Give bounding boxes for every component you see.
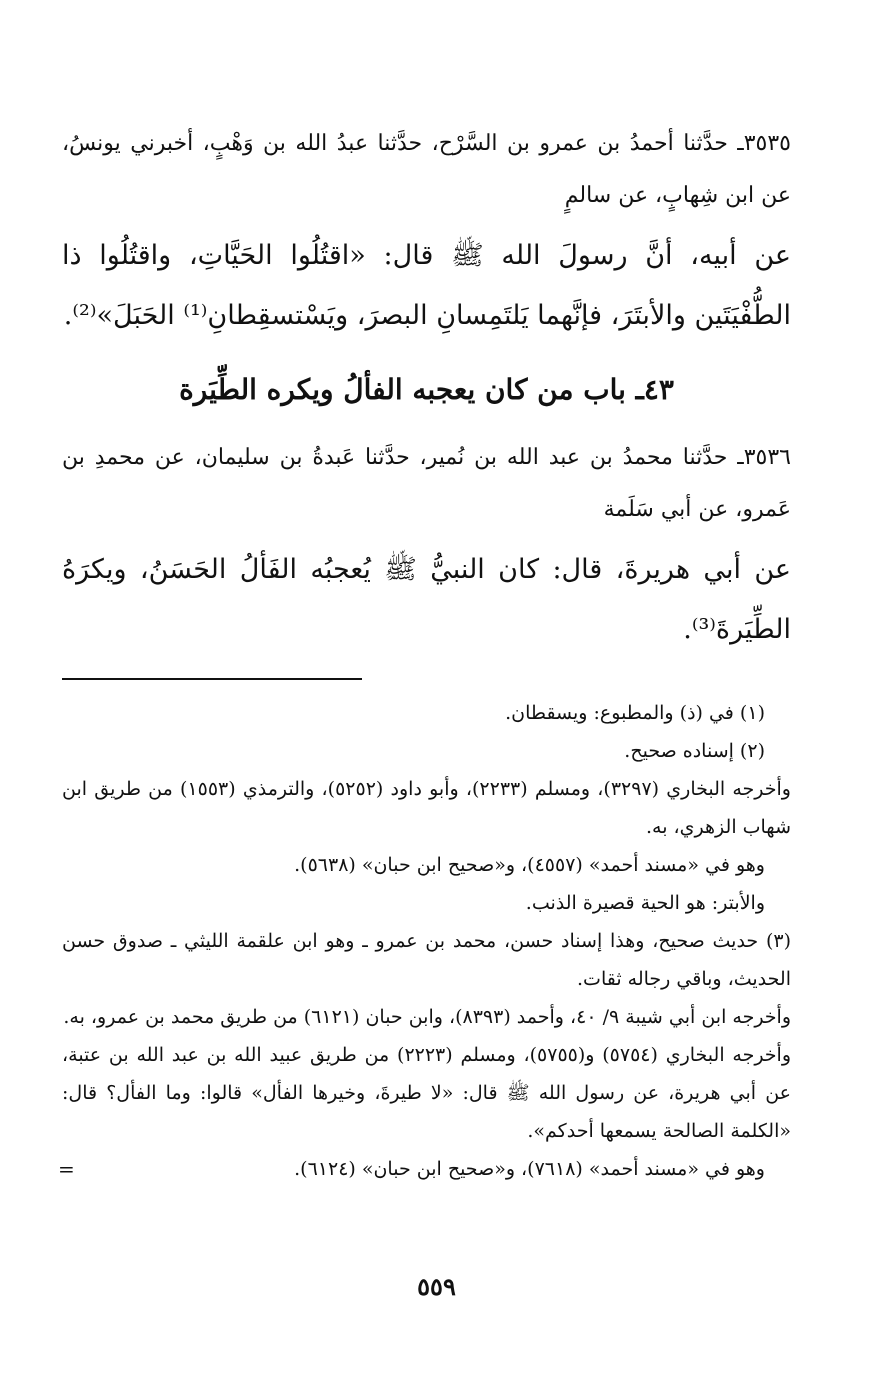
hadith-3535-matn: عن أبيه، أنَّ رسولَ الله ﷺ قال: «اقتُلُوا الحَيَّاتِ، واقتُلُوا ذا الطُّفْيَتَين والأبتَرَ، فإنَّهما يَلتَمِسانِ البصرَ، ويَسْتسقِطانِ⁽¹⁾ الحَبَلَ»⁽²⁾. (62, 240, 791, 331)
footnotes (58, 694, 792, 1188)
footnote-3-last-wrap (58, 1150, 791, 1188)
continuation-mark: = (58, 1157, 75, 1181)
footnote-3-takhrij-bukhari: وأخرجه البخاري (٥٧٥٤) و(٥٧٥٥)، ومسلم (٢٢٢٣) من طريق عبيد الله بن عبد الله بن عتبة، عن أبي هريرة، عن رسول الله ﷺ قال: «لا طيرةَ، وخيرها الفأل» قالوا: وما الفأل؟ قال: «الكلمة الصالحة يسمعها أحدكم». (62, 1044, 792, 1142)
hadith-3536-isnad: ٣٥٣٦ـ حدَّثنا محمدُ بن عبد الله بن نُمير، حدَّثنا عَبدةُ بن سليمان، عن محمدِ بن عَمرو، عن أبي سَلَمة (62, 445, 791, 522)
footnote-2-sources: وهو في «مسند أحمد» (٤٥٥٧)، و«صحيح ابن حبان» (٥٦٣٨). (294, 854, 765, 876)
footnote-2-gloss: والأبتر: هو الحية قصيرة الذنب. (525, 892, 765, 914)
chapter-heading: ٤٣ـ باب من كان يعجبه الفألُ ويكره الطِّيَرة (179, 373, 674, 406)
footnote-separator-wrap (62, 678, 791, 680)
footnote-2-takhrij: وأخرجه البخاري (٣٢٩٧)، ومسلم (٢٢٣٣)، وأبو داود (٥٢٥٢)، والترمذي (١٥٥٣) من طريق ابن شهاب الزهري، به. (62, 778, 791, 838)
footnote-separator (62, 678, 362, 680)
hadith-3535-isnad: ٣٥٣٥ـ حدَّثنا أحمدُ بن عمرو بن السَّرْح، حدَّثنا عبدُ الله بن وَهْبٍ، أخبرني يونسُ، عن ابن شِهابٍ، عن سالمٍ (62, 131, 791, 208)
footnote-3-sources: وهو في «مسند أحمد» (٧٦١٨)، و«صحيح ابن حبان» (٦١٢٤). (294, 1158, 765, 1180)
page-number: ٥٥٩ (417, 1272, 456, 1301)
footnote-3: (٣) حديث صحيح، وهذا إسناد حسن، محمد بن عمرو ـ وهو ابن علقمة الليثي ـ صدوق حسن الحديث، وباقي رجاله ثقات. (62, 930, 791, 990)
footnote-3-takhrij: وأخرجه ابن أبي شيبة ٩/ ٤٠، وأحمد (٨٣٩٣)، وابن حبان (٦١٢١) من طريق محمد بن عمرو، به. (63, 1006, 791, 1028)
footnote-2: (٢) إسناده صحيح. (624, 740, 765, 762)
hadith-3536-matn: عن أبي هريرةَ، قال: كان النبيُّ ﷺ يُعجبُه الفَألُ الحَسَنُ، ويكرَهُ الطِّيَرةَ⁽³⁾. (62, 554, 791, 645)
footnote-1: (١) في (ذ) والمطبوع: ويسقطان. (505, 702, 765, 724)
